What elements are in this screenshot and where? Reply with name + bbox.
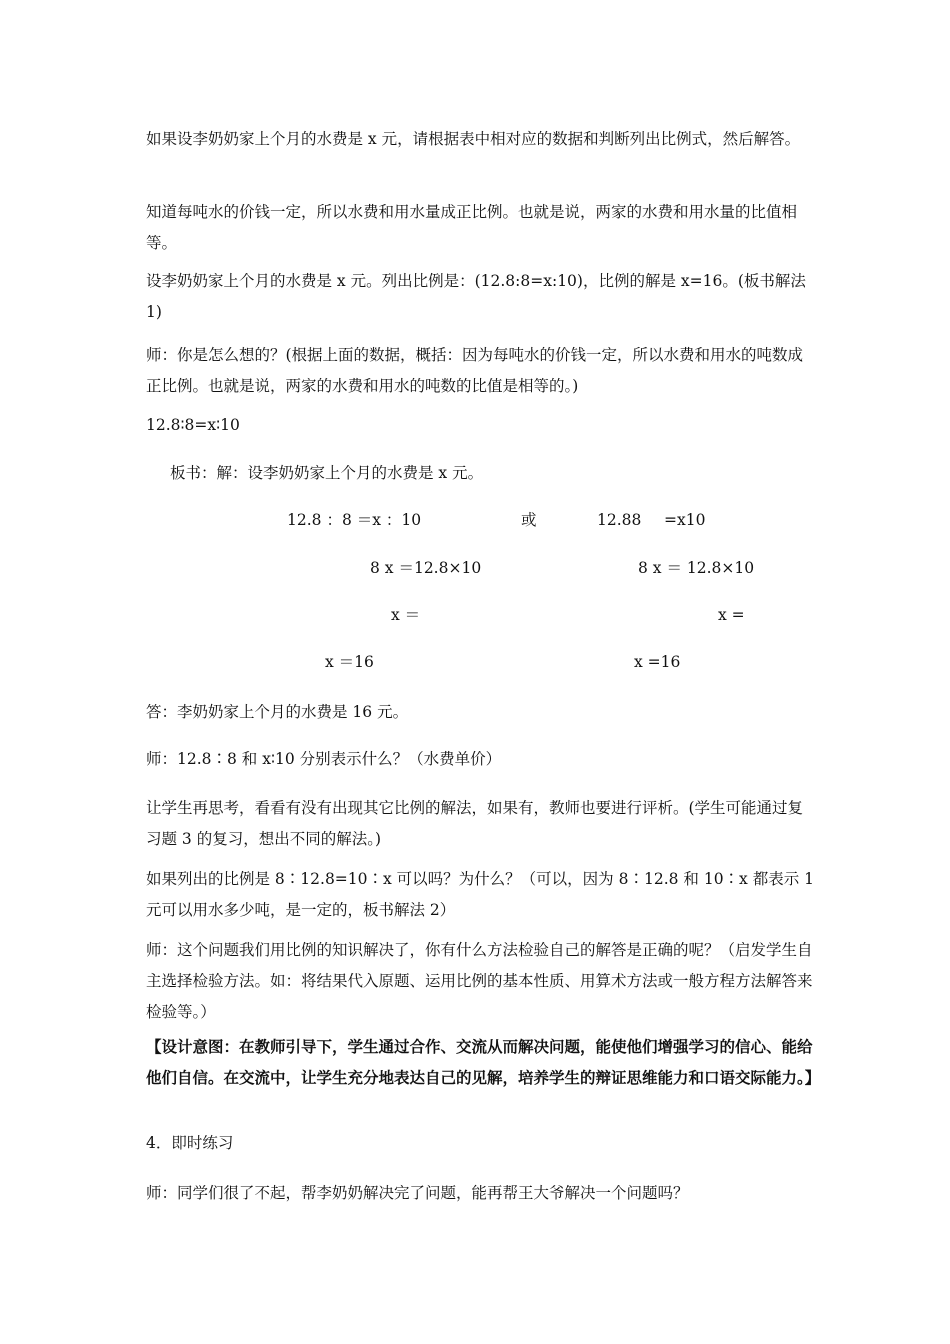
section-heading: 4．即时练习 [146, 1134, 234, 1152]
paragraph-1: 如果设李奶奶家上个月的水费是 x 元，请根据表中相对应的数据和判断列出比例式，然后解答。 [146, 130, 801, 148]
equation-left-line-4: x ＝16 [325, 653, 374, 671]
equation-right-line-1a: 12.88 [597, 511, 642, 529]
paragraph-8: 师：12.8∶8 和 x∶10 分别表示什么？（水费单价） [146, 750, 502, 768]
design-intent: 【设计意图：在教师引导下，学生通过合作、交流从而解决问题，能使他们增强学习的信心、能给他们自信。在交流中，让学生充分地表达自己的见解，培养学生的辩证思维能力和口语交际能力。】 [146, 1037, 821, 1087]
equation-right-line-1b: =x10 [664, 511, 706, 529]
paragraph-9: 让学生再思考，看看有没有出现其它比例的解法，如果有，教师也要进行评析。(学生可能通过复习题 3 的复习，想出不同的解法。) [146, 799, 804, 848]
equation-right-line-4: x =16 [634, 653, 681, 671]
equation-left-line-3: x ＝ [391, 606, 421, 624]
equation-left-line-2: 8 x ＝12.8×10 [370, 559, 482, 577]
paragraph-2: 知道每吨水的价钱一定，所以水费和用水量成正比例。也就是说，两家的水费和用水量的比值相等。 [146, 203, 798, 252]
paragraph-11: 师：这个问题我们用比例的知识解决了，你有什么方法检验自己的解答是正确的呢？（启发学生自主选择检验方法。如：将结果代入原题、运用比例的基本性质、用算术方法或一般方程方法解答来检验等。） [146, 941, 813, 1021]
equation-right-line-2: 8 x ＝ 12.8×10 [638, 559, 755, 577]
equation-or: 或 [521, 511, 537, 529]
equation-right-line-3: x = [718, 606, 745, 624]
paragraph-4: 师：你是怎么想的？(根据上面的数据，概括：因为每吨水的价钱一定，所以水费和用水的吨数成正比例。也就是说，两家的水费和用水的吨数的比值是相等的。) [146, 346, 804, 395]
equation-left-line-1: 12.8 ：8 ＝x ：10 [287, 511, 422, 529]
paragraph-14: 师：同学们很了不起，帮李奶奶解决完了问题，能再帮王大爷解决一个问题吗？ [146, 1184, 689, 1202]
paragraph-10: 如果列出的比例是 8∶12.8=10∶x 可以吗？为什么？（可以，因为 8∶12.8 和 10∶x 都表示 1 元可以用水多少吨，是一定的，板书解法 2） [146, 870, 815, 919]
answer-line: 答：李奶奶家上个月的水费是 16 元。 [146, 703, 409, 721]
board-heading: 板书：解：设李奶奶家上个月的水费是 x 元。 [170, 464, 484, 482]
paragraph-5: 12.8∶8=x∶10 [146, 416, 240, 434]
paragraph-3: 设李奶奶家上个月的水费是 x 元。列出比例是：(12.8:8=x:10)，比例的解是 x=16。(板书解法 1) [146, 272, 806, 321]
